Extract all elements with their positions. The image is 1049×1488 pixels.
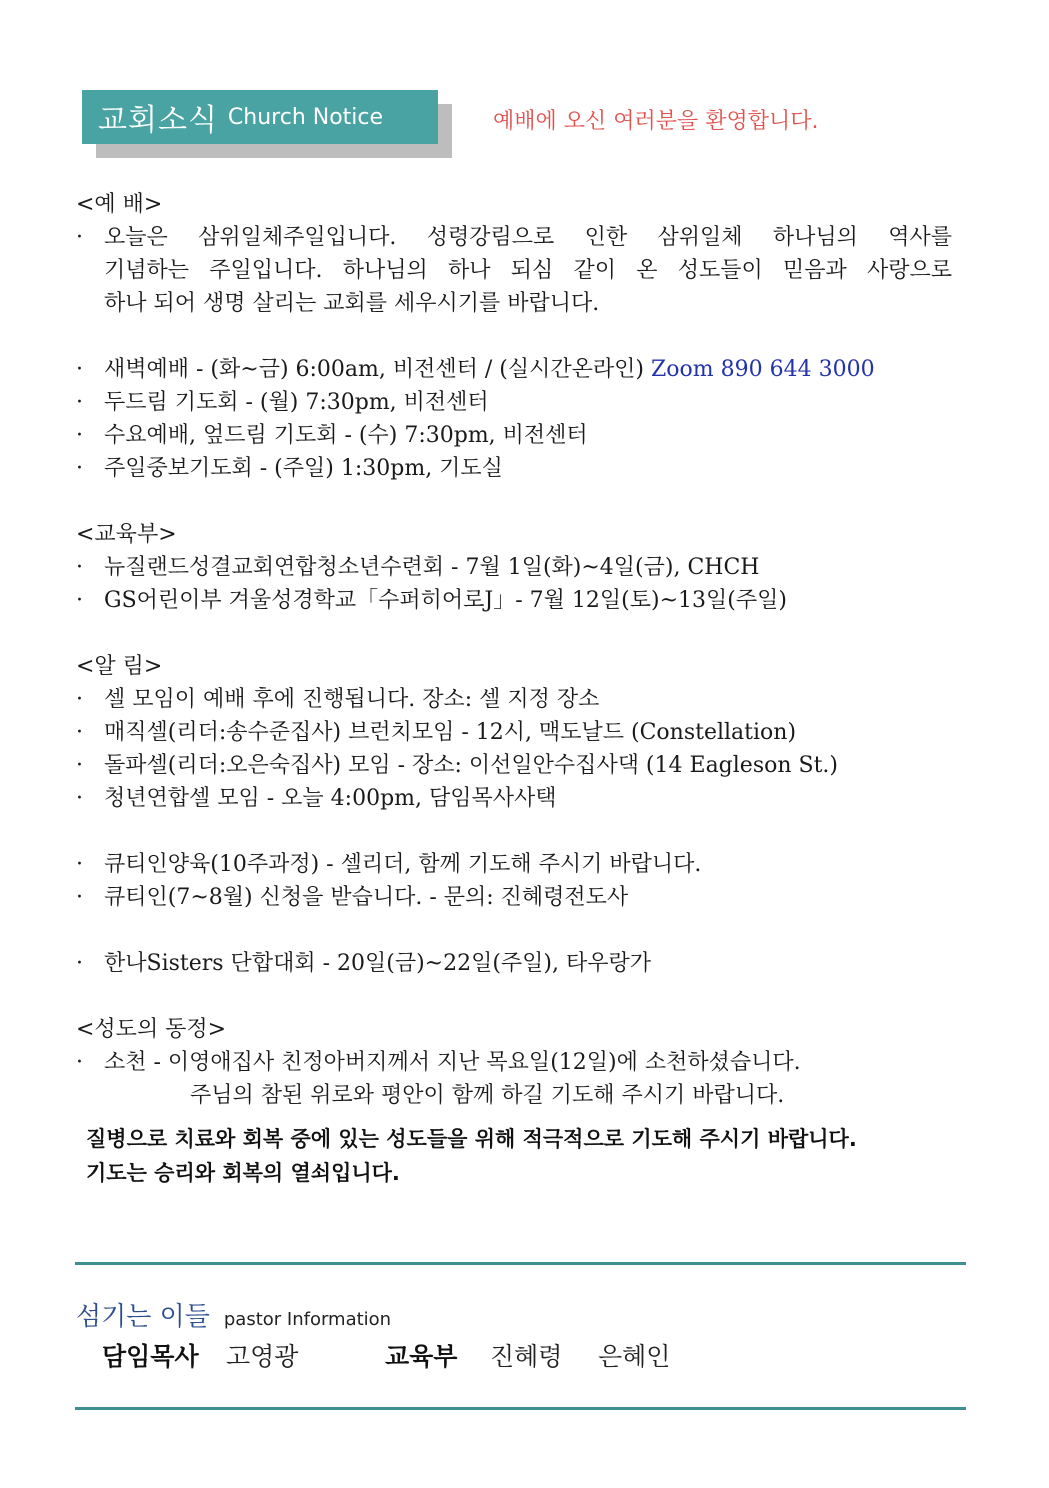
list-item	[76, 221, 952, 254]
education-item: 뉴질랜드성결교회연합청소년수련회 - 7월 1일(화)~4일(금), CHCH	[104, 555, 760, 580]
list-item	[76, 848, 952, 881]
notice-item: 청년연합셀 모임 - 오늘 4:00pm, 담임목사사택	[104, 786, 557, 811]
dawn-service-item	[104, 353, 952, 386]
zoom-meeting-link[interactable]: Zoom 890 644 3000	[650, 357, 875, 382]
staff-title-ko: 섬기는 이들	[76, 1302, 210, 1332]
worship-item: 주일중보기도회 - (주일) 1:30pm, 기도실	[104, 456, 503, 481]
staff-title-en: pastor Information	[223, 1309, 392, 1330]
section-title-education: <교육부>	[76, 522, 177, 547]
header-title-ko: 교회소식	[98, 103, 218, 138]
list-item	[76, 881, 952, 914]
bullet: ·	[76, 852, 83, 877]
notice-item: 큐티인양육(10주과정) - 셀리더, 함께 기도해 주시기 바랍니다.	[104, 852, 702, 877]
education-staff-name: 진혜령	[490, 1342, 563, 1371]
welcome-message: 예배에 오신 여러분을 환영합니다.	[493, 109, 819, 134]
education-staff-name: 은혜인	[598, 1342, 671, 1371]
education-item: GS어린이부 겨울성경학교「수퍼히어로J」- 7월 12일(토)~13일(주일)	[104, 588, 787, 613]
list-item	[76, 683, 952, 716]
worship-item: 수요예배, 엎드림 기도회 - (수) 7:30pm, 비전센터	[104, 423, 588, 448]
bullet: ·	[76, 687, 83, 712]
senior-pastor-role: 담임목사	[102, 1342, 199, 1371]
worship-item: 두드림 기도회 - (월) 7:30pm, 비전센터	[104, 390, 489, 415]
prayer-line: 기도는 승리와 회복의 열쇠입니다.	[86, 1161, 400, 1185]
worship-intro-line: 오늘은 삼위일체주일입니다. 성령강림으로 인한 삼위일체 하나님의 역사를	[104, 225, 952, 250]
bullet: ·	[76, 555, 83, 580]
prayer-request	[86, 1122, 857, 1190]
bullet: ·	[76, 357, 83, 382]
bullet: ·	[76, 456, 83, 481]
members-item: 소천 - 이영애집사 친정아버지께서 지난 목요일(12일)에 소천하셨습니다.	[104, 1050, 801, 1075]
bullet: ·	[76, 588, 83, 613]
bullet: ·	[76, 423, 83, 448]
section-title-members: <성도의 동정>	[76, 1017, 227, 1042]
senior-pastor-name: 고영광	[226, 1342, 299, 1371]
education-dept-role: 교육부	[385, 1342, 458, 1371]
list-item	[76, 584, 952, 617]
header-title-en: Church Notice	[227, 104, 384, 130]
notice-item: 한나Sisters 단합대회 - 20일(금)~22일(주일), 타우랑가	[104, 951, 651, 976]
bullet: ·	[76, 390, 83, 415]
list-item	[76, 386, 952, 419]
bullet: ·	[76, 753, 83, 778]
section-title-worship: <예 배>	[76, 192, 163, 217]
list-item	[76, 1046, 952, 1079]
worship-intro-line: 하나 되어 생명 살리는 교회를 세우시기를 바랍니다.	[104, 291, 600, 316]
prayer-line: 질병으로 치료와 회복 중에 있는 성도들을 위해 적극적으로 기도해 주시기 바랍니다.	[86, 1127, 857, 1151]
dawn-service-text: 새벽예배 - (화~금) 6:00am, 비전센터 / (실시간온라인)	[104, 357, 651, 382]
staff-section-title	[76, 1296, 391, 1333]
notice-content	[76, 188, 952, 1112]
notice-item: 큐티인(7~8월) 신청을 받습니다. - 문의: 진혜령전도사	[104, 885, 629, 910]
bullet: ·	[76, 786, 83, 811]
bullet: ·	[76, 951, 83, 976]
list-item	[76, 947, 952, 980]
list-item	[76, 353, 952, 386]
worship-intro-line: 기념하는 주일입니다. 하나님의 하나 되심 같이 온 성도들이 믿음과 사랑으로	[104, 258, 952, 283]
list-item	[76, 419, 952, 452]
bullet: ·	[76, 1050, 83, 1075]
bullet: ·	[76, 225, 83, 250]
bullet: ·	[76, 720, 83, 745]
header-title-box	[82, 90, 438, 144]
notice-item: 매직셀(리더:송수준집사) 브런치모임 - 12시, 맥도날드 (Constellation)	[104, 720, 797, 745]
members-item-continued: 주님의 참된 위로와 평안이 함께 하길 기도해 주시기 바랍니다.	[190, 1083, 785, 1108]
notice-item: 셀 모임이 예배 후에 진행됩니다. 장소: 셀 지정 장소	[104, 687, 600, 712]
list-item	[76, 716, 952, 749]
notice-item: 돌파셀(리더:오은숙집사) 모임 - 장소: 이선일안수집사댁 (14 Eagleson St.)	[104, 753, 839, 778]
list-item	[76, 749, 952, 782]
divider-top	[75, 1262, 966, 1265]
list-item	[76, 452, 952, 485]
church-notice-header	[82, 90, 482, 162]
section-title-notices: <알 림>	[76, 654, 163, 679]
divider-bottom	[75, 1407, 966, 1410]
list-item	[76, 782, 952, 815]
bullet: ·	[76, 885, 83, 910]
list-item	[76, 551, 952, 584]
